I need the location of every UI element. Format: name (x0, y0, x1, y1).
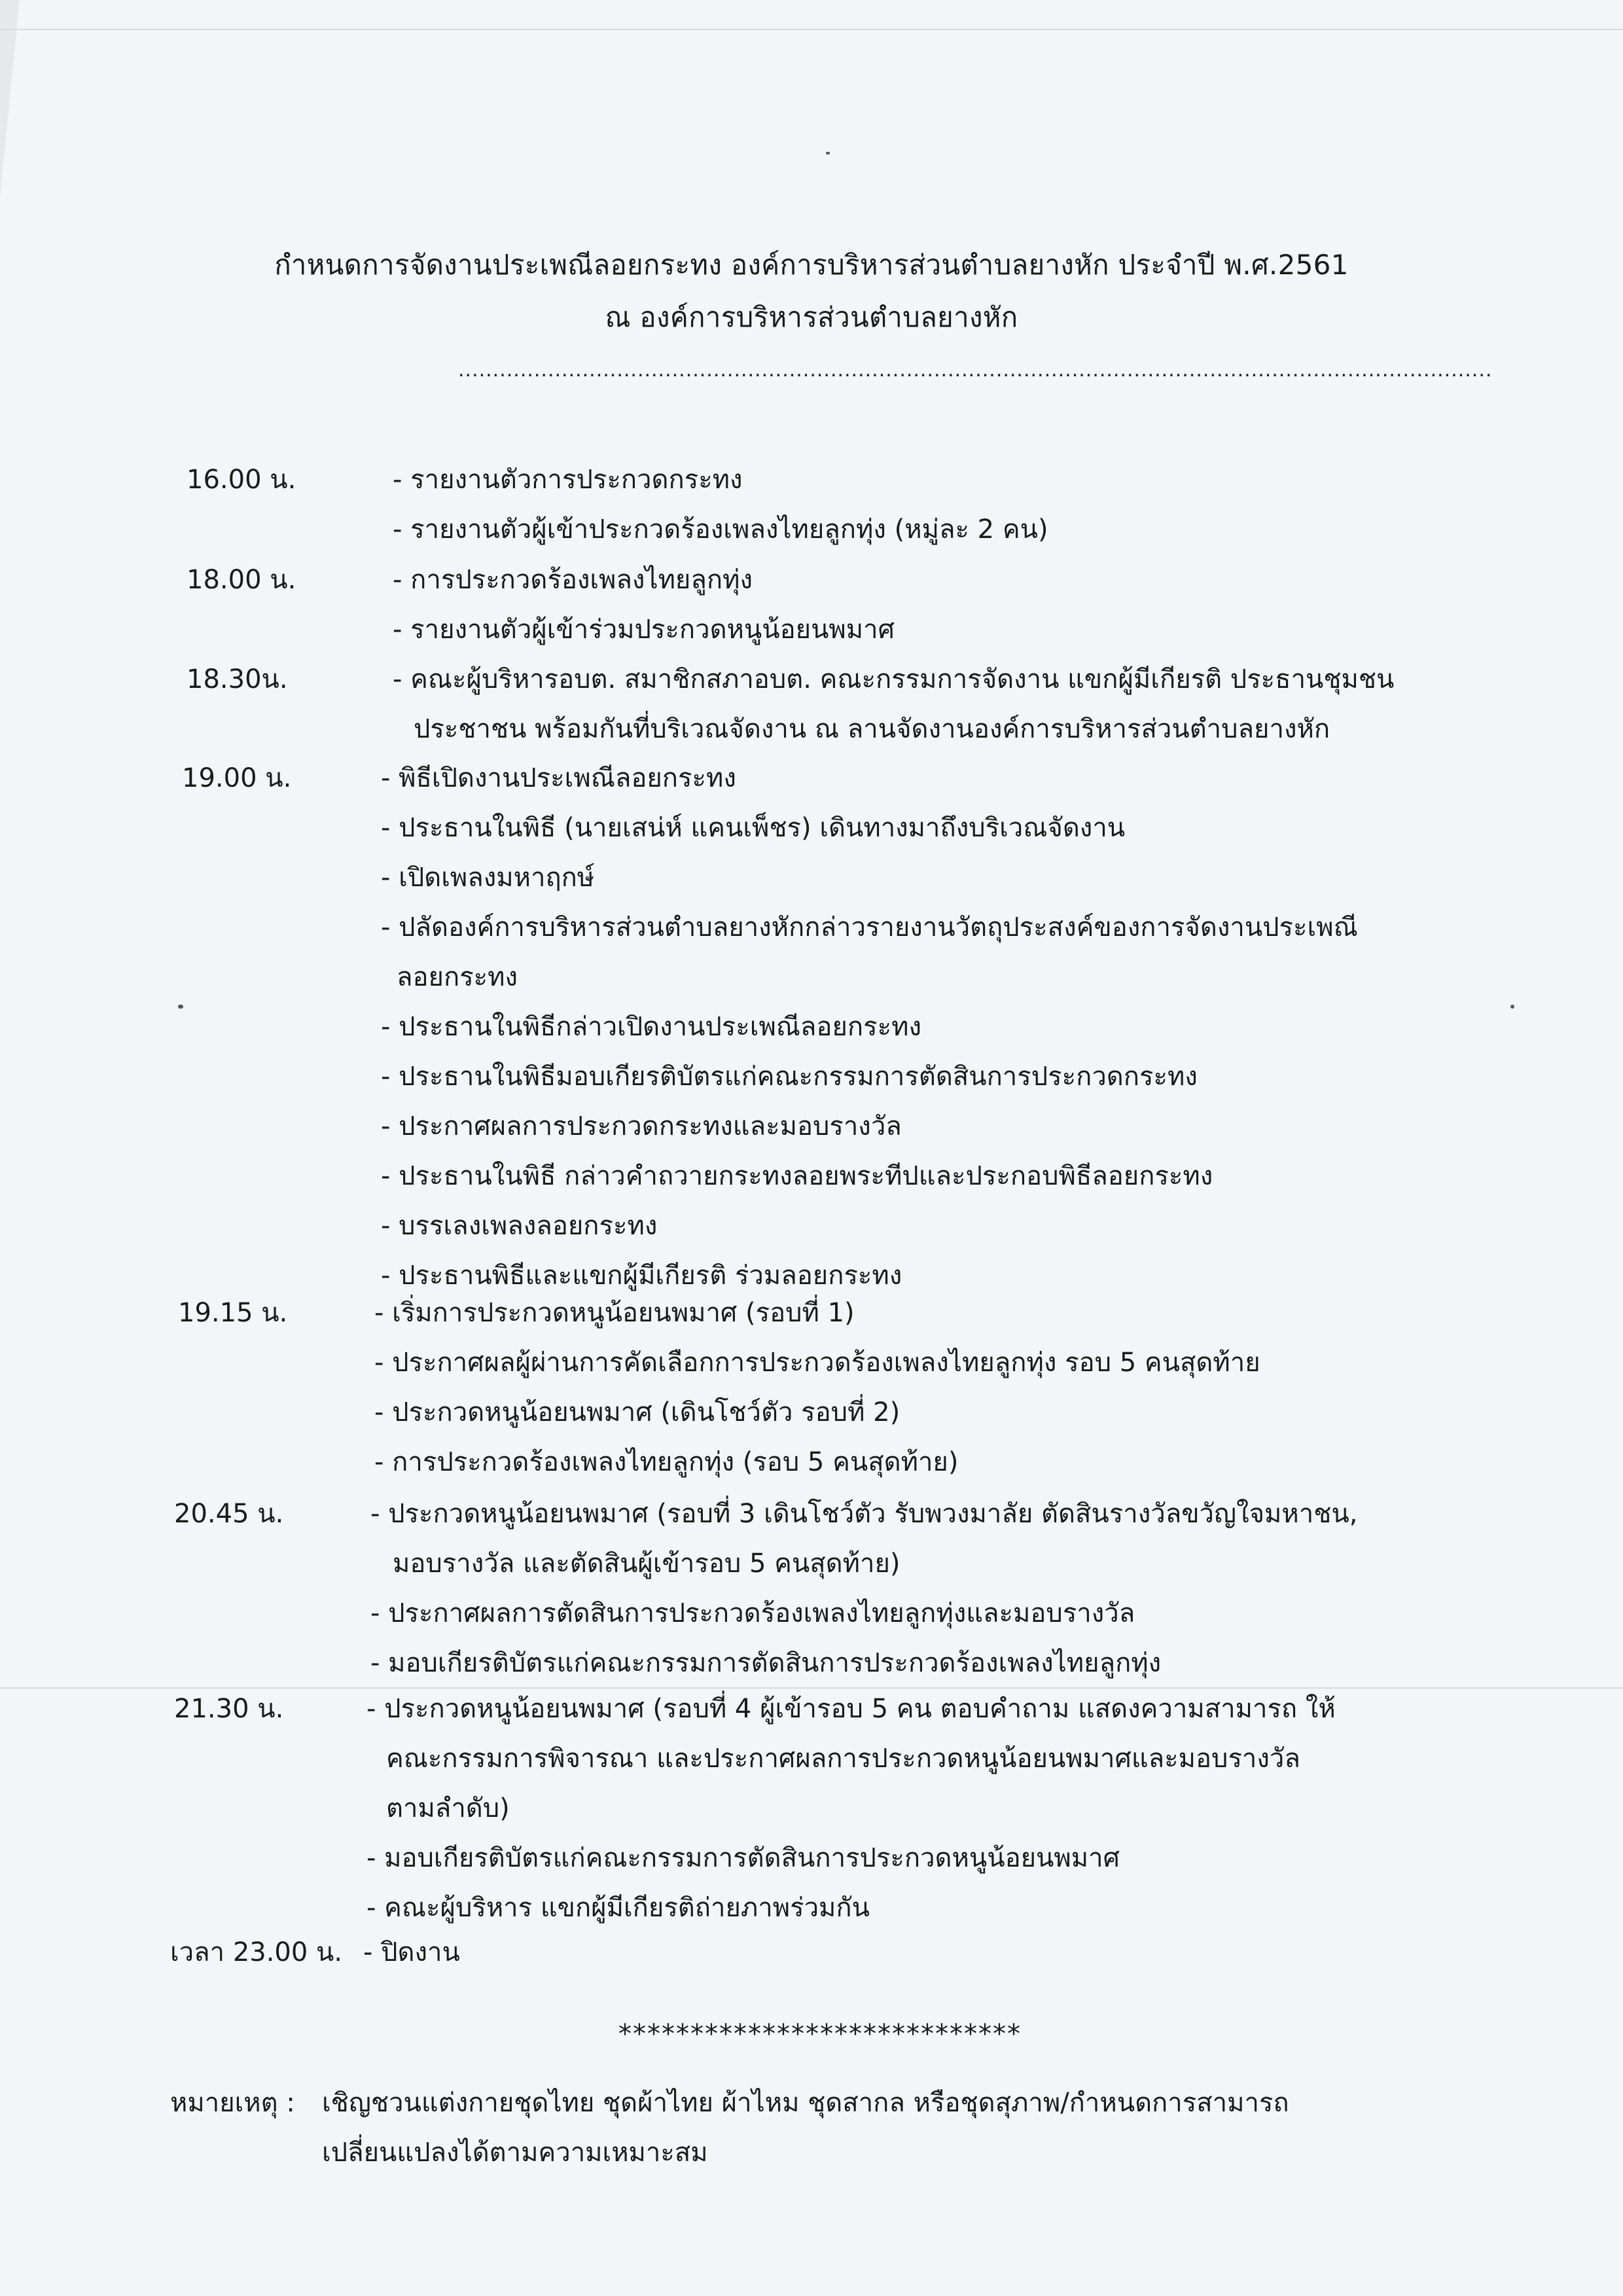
schedule-item: - เริ่มการประกวดหนูน้อยนพมาศ (รอบที่ 1) (374, 1298, 855, 1328)
document-subtitle: ณ องค์การบริหารส่วนตำบลยางหัก (605, 301, 1018, 333)
schedule-item: - ประกวดหนูน้อยนพมาศ (รอบที่ 3 เดินโชว์ตัว รับพวงมาลัย ตัดสินรางวัลขวัญใจมหาชน, (370, 1499, 1358, 1529)
note-label: หมายเหตุ : (170, 2088, 295, 2118)
schedule-time: 18.30น. (187, 664, 288, 694)
closing-stars: **************************** (618, 2019, 1022, 2049)
schedule-item: - ประกาศผลการตัดสินการประกวดร้องเพลงไทยลูกทุ่งและมอบรางวัล (370, 1598, 1135, 1628)
scan-artifact-line (0, 1687, 1623, 1689)
schedule-item: - คณะผู้บริหาร แขกผู้มีเกียรติถ่ายภาพร่วมกัน (366, 1893, 870, 1923)
scan-speck (1510, 1005, 1514, 1009)
schedule-item: - มอบเกียรติบัตรแก่คณะกรรมการตัดสินการประกวดหนูน้อยนพมาศ (366, 1843, 1120, 1873)
schedule-time: เวลา 23.00 น. (170, 1937, 343, 1967)
note-line: เชิญชวนแต่งกายชุดไทย ชุดผ้าไทย ผ้าไหม ชุดสากล หรือชุดสุภาพ/กำหนดการสามารถ (322, 2088, 1289, 2118)
schedule-time: 16.00 น. (187, 465, 296, 495)
schedule-item: - ประธานพิธีและแขกผู้มีเกียรติ ร่วมลอยกระทง (381, 1261, 902, 1291)
schedule-item: - คณะผู้บริหารอบต. สมาชิกสภาอบต. คณะกรรมการจัดงาน แขกผู้มีเกียรติ ประธานชุมชน (393, 664, 1395, 694)
schedule-item: - ปลัดองค์การบริหารส่วนตำบลยางหักกล่าวรายงานวัตถุประสงค์ของการจัดงานประเพณี (381, 912, 1358, 942)
schedule-item: - การประกวดร้องเพลงไทยลูกทุ่ง (รอบ 5 คนสุดท้าย) (374, 1447, 959, 1477)
schedule-item-continued: คณะกรรมการพิจารณา และประกาศผลการประกวดหนูน้อยนพมาศและมอบรางวัล (386, 1744, 1300, 1774)
schedule-time: 19.00 น. (182, 763, 292, 793)
schedule-item: - เปิดเพลงมหาฤกษ์ (381, 863, 595, 893)
schedule-item-continued: มอบรางวัล และตัดสินผู้เข้ารอบ 5 คนสุดท้าย) (393, 1549, 901, 1579)
schedule-item: - ประธานในพิธี (นายเสน่ห์ แคนเพ็ชร) เดินทางมาถึงบริเวณจัดงาน (381, 813, 1126, 843)
title-divider: ...................................................................................................................................................... (458, 359, 1493, 382)
schedule-item: - ประธานในพิธีกล่าวเปิดงานประเพณีลอยกระทง (381, 1012, 921, 1042)
schedule-item: - ประกวดหนูน้อยนพมาศ (เดินโชว์ตัว รอบที่ 2) (374, 1397, 901, 1427)
schedule-item: - ประกาศผลผู้ผ่านการคัดเลือกการประกวดร้องเพลงไทยลูกทุ่ง รอบ 5 คนสุดท้าย (374, 1348, 1260, 1378)
schedule-item-continued: ลอยกระทง (397, 962, 518, 992)
schedule-item-continued: ตามลำดับ) (386, 1793, 510, 1823)
scan-speck (826, 152, 830, 154)
schedule-item: - มอบเกียรติบัตรแก่คณะกรรมการตัดสินการประกวดร้องเพลงไทยลูกทุ่ง (370, 1648, 1162, 1678)
schedule-time: 20.45 น. (174, 1499, 284, 1529)
schedule-item: - ประธานในพิธีมอบเกียรติบัตรแก่คณะกรรมการตัดสินการประกวดกระทง (381, 1062, 1198, 1092)
schedule-item: - บรรเลงเพลงลอยกระทง (381, 1211, 658, 1241)
schedule-item-continued: ประชาชน พร้อมกันที่บริเวณจัดงาน ณ ลานจัดงานองค์การบริหารส่วนตำบลยางหัก (414, 714, 1330, 744)
scan-speck (178, 1005, 183, 1009)
schedule-time: 21.30 น. (174, 1694, 284, 1724)
schedule-item: - การประกวดร้องเพลงไทยลูกทุ่ง (393, 565, 753, 595)
schedule-item: - รายงานตัวผู้เข้าประกวดร้องเพลงไทยลูกทุ่ง (หมู่ละ 2 คน) (393, 514, 1048, 545)
scan-edge-line (0, 29, 1623, 30)
schedule-item: - ปิดงาน (363, 1937, 460, 1967)
schedule-time: 18.00 น. (187, 565, 296, 595)
schedule-item: - พิธีเปิดงานประเพณีลอยกระทง (381, 763, 736, 793)
schedule-item: - ประกาศผลการประกวดกระทงและมอบรางวัล (381, 1111, 902, 1141)
schedule-item: - รายงานตัวการประกวดกระทง (393, 465, 743, 495)
schedule-time: 19.15 น. (178, 1298, 288, 1328)
note-line: เปลี่ยนแปลงได้ตามความเหมาะสม (322, 2138, 708, 2168)
schedule-item: - ประกวดหนูน้อยนพมาศ (รอบที่ 4 ผู้เข้ารอบ 5 คน ตอบคำถาม แสดงความสามารถ ให้ (366, 1694, 1336, 1724)
schedule-item: - ประธานในพิธี กล่าวคำถวายกระทงลอยพระทีปและประกอบพิธีลอยกระทง (381, 1161, 1213, 1191)
schedule-item: - รายงานตัวผู้เข้าร่วมประกวดหนูน้อยนพมาศ (393, 615, 895, 645)
document-title: กำหนดการจัดงานประเพณีลอยกระทง องค์การบริหารส่วนตำบลยางหัก ประจำปี พ.ศ.2561 (274, 249, 1349, 281)
